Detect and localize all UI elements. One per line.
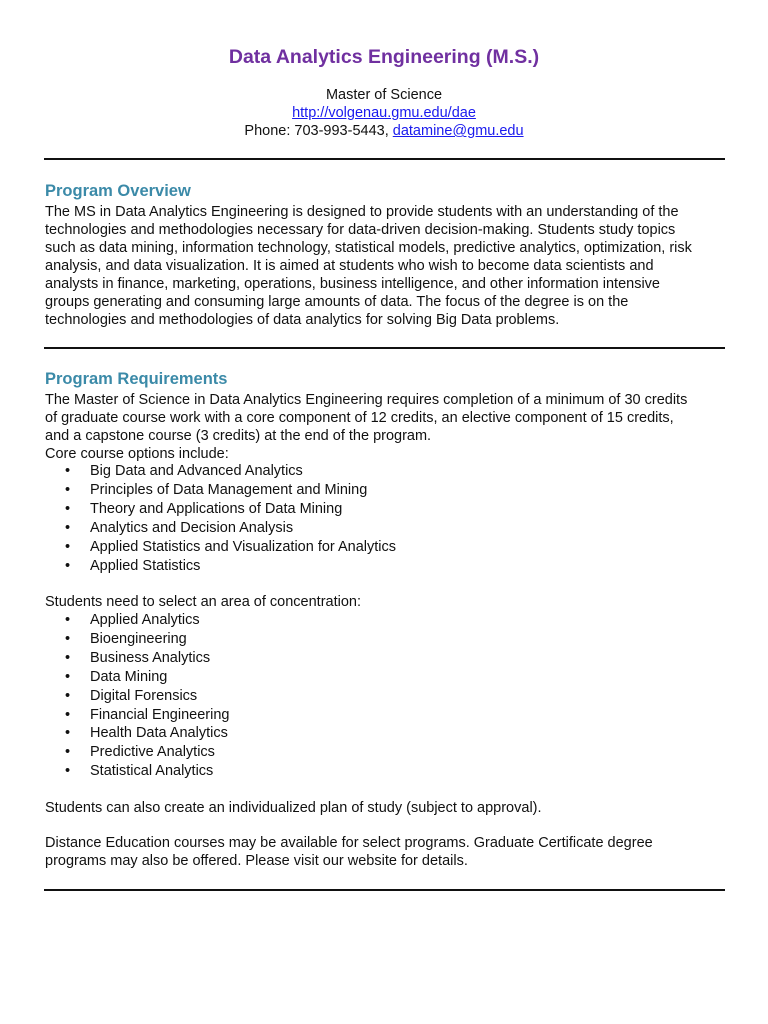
phone-text: Phone: 703-993-5443, [244, 123, 393, 139]
bullet-icon: • [65, 612, 71, 628]
distance-line: programs may also be offered. Please visit our website for details. [45, 853, 468, 869]
list-item: • Predictive Analytics [65, 744, 215, 761]
overview-line: The MS in Data Analytics Engineering is designed to provide students with an understanding of the [45, 204, 679, 220]
website-line [0, 104, 768, 122]
bullet-icon: • [65, 706, 71, 723]
list-item: • Applied Statistics and Visualization for Analytics [65, 538, 397, 555]
contact-line [0, 122, 768, 140]
list-item: • Digital Forensics [65, 687, 198, 704]
list-item: • Health Data Analytics [65, 725, 228, 742]
requirements-line: and a capstone course (3 credits) at the end of the program. [45, 428, 432, 444]
overview-paragraph [45, 203, 725, 329]
bullet-icon: • [65, 463, 71, 479]
concentration-intro: Students need to select an area of concentration: [45, 594, 361, 610]
overview-line: technologies and methodologies of data analytics for solving Big Data problems. [45, 312, 560, 328]
email-link[interactable]: datamine@gmu.edu [392, 123, 524, 139]
bullet-icon: • [65, 744, 71, 761]
list-item: • Big Data and Advanced Analytics [65, 463, 303, 479]
bullet-icon: • [65, 481, 71, 498]
divider [44, 158, 725, 160]
overview-line: technologies and methodologies necessary for data-driven decision-making. Students study topics [45, 222, 676, 238]
list-item: • Statistical Analytics [65, 763, 214, 780]
bullet-icon: • [65, 538, 71, 555]
website-link[interactable]: http://volgenau.gmu.edu/dae [292, 105, 476, 121]
bullet-icon: • [65, 519, 71, 536]
requirements-line: The Master of Science in Data Analytics Engineering requires completion of a minimum of 30 credits [45, 392, 688, 408]
overview-line: such as data mining, information technology, statistical models, predictive analytics, optimization, risk [45, 240, 692, 256]
requirements-intro [45, 391, 725, 463]
core-courses-label: Core course options include: [45, 446, 229, 462]
section-heading-requirements: Program Requirements [45, 370, 228, 388]
list-item: • Analytics and Decision Analysis [65, 519, 294, 536]
list-item: • Applied Analytics [65, 612, 200, 628]
individualized-note: Students can also create an individualized plan of study (subject to approval). [45, 800, 542, 816]
overview-line: groups generating and consuming large amounts of data. The focus of the degree is on the [45, 294, 629, 310]
overview-line: analysts in finance, marketing, operations, business intelligence, and other information intensive [45, 276, 660, 292]
bullet-icon: • [65, 687, 71, 704]
divider [44, 347, 725, 349]
bullet-icon: • [65, 649, 71, 666]
list-item: • Theory and Applications of Data Mining [65, 500, 343, 517]
distance-education-note [45, 834, 725, 870]
bullet-icon: • [65, 725, 71, 742]
list-item: • Principles of Data Management and Mining [65, 481, 368, 498]
core-course-list [45, 462, 396, 575]
bullet-icon: • [65, 557, 71, 574]
page-title: Data Analytics Engineering (M.S.) [228, 46, 540, 68]
list-item: • Applied Statistics [65, 557, 201, 574]
concentration-list [45, 611, 229, 781]
list-item: • Business Analytics [65, 649, 211, 666]
bullet-icon: • [65, 668, 71, 685]
divider [44, 889, 725, 891]
requirements-line: of graduate course work with a core component of 12 credits, an elective component of 15 credits, [45, 410, 674, 426]
bullet-icon: • [65, 500, 71, 517]
overview-line: analysis, and data visualization. It is aimed at students who wish to become data scientists and [45, 258, 654, 274]
bullet-icon: • [65, 763, 71, 780]
list-item: • Data Mining [65, 668, 168, 685]
list-item: • Bioengineering [65, 630, 187, 647]
degree-name: Master of Science [325, 87, 443, 103]
section-heading-overview: Program Overview [45, 182, 191, 200]
list-item: • Financial Engineering [65, 706, 230, 723]
distance-line: Distance Education courses may be available for select programs. Graduate Certificate degree [45, 835, 653, 851]
bullet-icon: • [65, 630, 71, 647]
